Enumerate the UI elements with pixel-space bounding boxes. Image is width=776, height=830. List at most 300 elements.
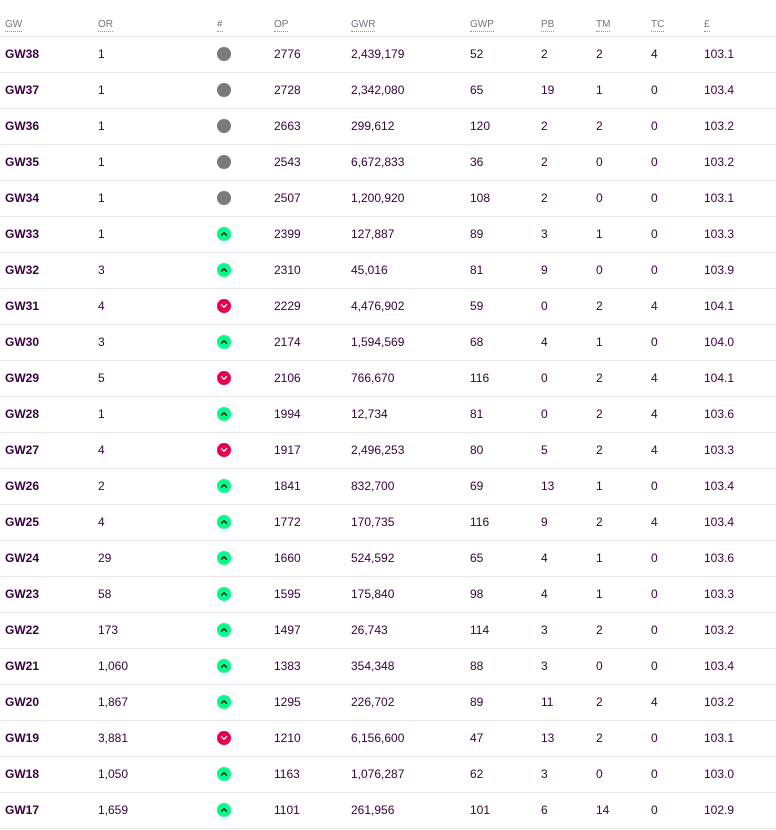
header-pb bbox=[541, 0, 596, 36]
rank-movement-cell bbox=[217, 288, 274, 324]
table-row bbox=[0, 720, 776, 756]
team-value-cell: 103.4 bbox=[704, 515, 735, 529]
gameweek-points-cell: 62 bbox=[470, 767, 484, 781]
gameweek-cell: GW35 bbox=[5, 155, 40, 169]
gameweek-rank-cell: 832,700 bbox=[351, 479, 395, 493]
table-row bbox=[0, 36, 776, 72]
overall-rank-cell: 1 bbox=[98, 155, 105, 169]
transfers-made-cell: 2 bbox=[596, 407, 603, 421]
rank-movement-cell bbox=[217, 756, 274, 792]
gameweek-points-cell: 80 bbox=[470, 443, 484, 457]
table-row bbox=[0, 360, 776, 396]
transfers-made-cell: 1 bbox=[596, 335, 603, 349]
table-row bbox=[0, 756, 776, 792]
overall-points-cell: 1163 bbox=[274, 767, 300, 781]
header-row bbox=[0, 0, 776, 36]
team-value-cell: 103.3 bbox=[704, 443, 735, 457]
overall-points-cell: 2310 bbox=[274, 263, 301, 277]
transfer-cost-cell: 0 bbox=[651, 227, 658, 241]
gameweek-rank-cell: 170,735 bbox=[351, 515, 395, 529]
transfer-cost-cell: 0 bbox=[651, 263, 658, 277]
rank-movement-cell bbox=[217, 324, 274, 360]
transfers-made-cell: 2 bbox=[596, 695, 603, 709]
chevron-up-icon bbox=[220, 590, 228, 598]
overall-points-cell: 2728 bbox=[274, 83, 301, 97]
transfer-cost-cell: 0 bbox=[651, 659, 658, 673]
overall-points-cell: 2229 bbox=[274, 299, 301, 313]
rank-up-icon bbox=[217, 803, 231, 817]
transfer-cost-cell: 4 bbox=[651, 371, 658, 385]
gameweek-cell: GW26 bbox=[5, 479, 40, 493]
gameweek-points-cell: 114 bbox=[470, 623, 490, 637]
points-on-bench-cell: 13 bbox=[541, 731, 555, 745]
table-row bbox=[0, 216, 776, 252]
team-value-cell: 103.4 bbox=[704, 83, 735, 97]
rank-up-icon bbox=[217, 659, 231, 673]
overall-rank-cell: 1 bbox=[98, 227, 105, 241]
overall-rank-cell: 1,060 bbox=[98, 659, 129, 673]
header-op bbox=[274, 0, 351, 36]
gameweek-cell: GW24 bbox=[5, 551, 40, 565]
team-value-cell: 103.4 bbox=[704, 479, 735, 493]
gameweek-rank-cell: 354,348 bbox=[351, 659, 395, 673]
transfers-made-cell: 2 bbox=[596, 515, 603, 529]
rank-up-icon bbox=[217, 407, 231, 421]
overall-points-cell: 1295 bbox=[274, 695, 301, 709]
points-on-bench-cell: 4 bbox=[541, 335, 548, 349]
rank-up-icon bbox=[217, 587, 231, 601]
table-row bbox=[0, 612, 776, 648]
rank-movement-cell bbox=[217, 180, 274, 216]
rank-up-icon bbox=[217, 695, 231, 709]
rank-up-icon bbox=[217, 227, 231, 241]
points-on-bench-cell: 5 bbox=[541, 443, 548, 457]
transfers-made-cell: 2 bbox=[596, 119, 603, 133]
chevron-up-icon bbox=[220, 482, 228, 490]
chevron-up-icon bbox=[220, 626, 228, 634]
transfer-cost-cell: 0 bbox=[651, 119, 658, 133]
rank-same-icon bbox=[217, 191, 231, 205]
header-op-label: OP bbox=[274, 19, 289, 30]
gameweek-rank-cell: 1,200,920 bbox=[351, 191, 405, 205]
transfer-cost-cell: 0 bbox=[651, 767, 658, 781]
transfer-cost-cell: 0 bbox=[651, 479, 658, 493]
team-value-cell: 103.1 bbox=[704, 47, 735, 61]
gameweek-cell: GW21 bbox=[5, 659, 40, 673]
team-value-cell: 103.2 bbox=[704, 119, 735, 133]
transfer-cost-cell: 4 bbox=[651, 407, 658, 421]
transfer-cost-cell: 4 bbox=[651, 515, 658, 529]
rank-movement-cell bbox=[217, 36, 274, 72]
gameweek-cell: GW33 bbox=[5, 227, 40, 241]
rank-movement-cell bbox=[217, 504, 274, 540]
overall-rank-cell: 58 bbox=[98, 587, 112, 601]
rank-movement-cell bbox=[217, 468, 274, 504]
header-hash-label: # bbox=[217, 19, 223, 30]
chevron-up-icon bbox=[220, 266, 228, 274]
gameweek-cell: GW17 bbox=[5, 803, 40, 817]
points-on-bench-cell: 0 bbox=[541, 299, 548, 313]
rank-movement-cell bbox=[217, 720, 274, 756]
transfers-made-cell: 2 bbox=[596, 443, 603, 457]
gameweek-cell: GW18 bbox=[5, 767, 40, 781]
points-on-bench-cell: 6 bbox=[541, 803, 548, 817]
rank-down-icon bbox=[217, 299, 231, 313]
gameweek-points-cell: 120 bbox=[470, 119, 491, 133]
transfer-cost-cell: 0 bbox=[651, 587, 658, 601]
gameweek-cell: GW34 bbox=[5, 191, 40, 205]
gameweek-rank-cell: 524,592 bbox=[351, 551, 395, 565]
transfers-made-cell: 1 bbox=[596, 551, 603, 565]
table-header bbox=[0, 0, 776, 36]
chevron-up-icon bbox=[220, 518, 228, 526]
gameweek-cell: GW29 bbox=[5, 371, 40, 385]
header-gw-label: GW bbox=[5, 19, 23, 30]
gameweek-rank-cell: 2,496,253 bbox=[351, 443, 405, 457]
points-on-bench-cell: 2 bbox=[541, 155, 548, 169]
chevron-up-icon bbox=[220, 770, 228, 778]
gameweek-points-cell: 59 bbox=[470, 299, 484, 313]
overall-rank-cell: 1 bbox=[98, 407, 105, 421]
overall-rank-cell: 5 bbox=[98, 371, 105, 385]
overall-rank-cell: 1 bbox=[98, 191, 105, 205]
gameweek-cell: GW19 bbox=[5, 731, 40, 745]
gameweek-rank-cell: 299,612 bbox=[351, 119, 395, 133]
header-gwp bbox=[470, 0, 541, 36]
transfers-made-cell: 14 bbox=[596, 803, 610, 817]
table-row bbox=[0, 144, 776, 180]
rank-movement-cell bbox=[217, 576, 274, 612]
transfers-made-cell: 0 bbox=[596, 263, 603, 277]
rank-movement-cell bbox=[217, 540, 274, 576]
header-tm-label: TM bbox=[596, 19, 611, 30]
rank-down-icon bbox=[217, 443, 231, 457]
overall-points-cell: 1994 bbox=[274, 407, 301, 421]
table-row bbox=[0, 288, 776, 324]
rank-movement-cell bbox=[217, 648, 274, 684]
gameweek-rank-cell: 26,743 bbox=[351, 623, 388, 637]
points-on-bench-cell: 3 bbox=[541, 659, 548, 673]
team-value-cell: 103.2 bbox=[704, 623, 735, 637]
table-row bbox=[0, 504, 776, 540]
gameweek-cell: GW32 bbox=[5, 263, 40, 277]
rank-same-icon bbox=[217, 47, 231, 61]
rank-movement-cell bbox=[217, 792, 274, 828]
overall-rank-cell: 4 bbox=[98, 299, 105, 313]
overall-points-cell: 1595 bbox=[274, 587, 301, 601]
chevron-down-icon bbox=[220, 374, 228, 382]
gameweek-cell: GW25 bbox=[5, 515, 40, 529]
overall-rank-cell: 29 bbox=[98, 551, 112, 565]
points-on-bench-cell: 9 bbox=[541, 263, 548, 277]
gameweek-cell: GW37 bbox=[5, 83, 40, 97]
rank-up-icon bbox=[217, 623, 231, 637]
team-value-cell: 102.9 bbox=[704, 803, 735, 817]
overall-points-cell: 1383 bbox=[274, 659, 301, 673]
team-value-cell: 104.1 bbox=[704, 299, 735, 313]
overall-points-cell: 2776 bbox=[274, 47, 301, 61]
gameweek-cell: GW27 bbox=[5, 443, 40, 457]
rank-movement-cell bbox=[217, 612, 274, 648]
gameweek-cell: GW22 bbox=[5, 623, 40, 637]
header-tc bbox=[651, 0, 704, 36]
gameweek-points-cell: 89 bbox=[470, 695, 484, 709]
header-value bbox=[704, 0, 776, 36]
overall-rank-cell: 4 bbox=[98, 515, 105, 529]
overall-points-cell: 1101 bbox=[274, 803, 300, 817]
points-on-bench-cell: 0 bbox=[541, 407, 548, 421]
points-on-bench-cell: 19 bbox=[541, 83, 555, 97]
table-row bbox=[0, 108, 776, 144]
transfers-made-cell: 1 bbox=[596, 587, 603, 601]
overall-rank-cell: 4 bbox=[98, 443, 105, 457]
header-hash bbox=[217, 0, 274, 36]
rank-up-icon bbox=[217, 335, 231, 349]
gameweek-points-cell: 65 bbox=[470, 83, 484, 97]
rank-movement-cell bbox=[217, 252, 274, 288]
overall-points-cell: 1660 bbox=[274, 551, 301, 565]
gameweek-points-cell: 116 bbox=[470, 371, 490, 385]
rank-up-icon bbox=[217, 515, 231, 529]
gameweek-points-cell: 36 bbox=[470, 155, 484, 169]
chevron-up-icon bbox=[220, 230, 228, 238]
gameweek-points-cell: 81 bbox=[470, 263, 484, 277]
rank-movement-cell bbox=[217, 684, 274, 720]
transfers-made-cell: 0 bbox=[596, 767, 603, 781]
overall-points-cell: 2106 bbox=[274, 371, 301, 385]
transfers-made-cell: 0 bbox=[596, 191, 603, 205]
rank-same-icon bbox=[217, 119, 231, 133]
table-row bbox=[0, 684, 776, 720]
transfers-made-cell: 2 bbox=[596, 731, 603, 745]
gameweek-rank-cell: 4,476,902 bbox=[351, 299, 405, 313]
transfers-made-cell: 1 bbox=[596, 83, 603, 97]
overall-rank-cell: 1 bbox=[98, 47, 105, 61]
chevron-up-icon bbox=[220, 410, 228, 418]
points-on-bench-cell: 4 bbox=[541, 587, 548, 601]
points-on-bench-cell: 3 bbox=[541, 227, 548, 241]
gameweek-cell: GW28 bbox=[5, 407, 40, 421]
gameweek-points-cell: 116 bbox=[470, 515, 490, 529]
chevron-down-icon bbox=[220, 734, 228, 742]
team-value-cell: 104.1 bbox=[704, 371, 735, 385]
team-value-cell: 103.2 bbox=[704, 155, 735, 169]
gameweek-rank-cell: 175,840 bbox=[351, 587, 395, 601]
table-row bbox=[0, 252, 776, 288]
table-body bbox=[0, 36, 776, 828]
overall-points-cell: 1772 bbox=[274, 515, 301, 529]
gameweek-rank-cell: 2,342,080 bbox=[351, 83, 405, 97]
gameweek-points-cell: 81 bbox=[470, 407, 484, 421]
header-gw bbox=[5, 0, 98, 36]
header-pb-label: PB bbox=[541, 19, 555, 30]
transfers-made-cell: 0 bbox=[596, 659, 603, 673]
rank-up-icon bbox=[217, 479, 231, 493]
transfer-cost-cell: 0 bbox=[651, 731, 658, 745]
overall-rank-cell: 1 bbox=[98, 83, 105, 97]
chevron-up-icon bbox=[220, 338, 228, 346]
transfers-made-cell: 2 bbox=[596, 47, 603, 61]
rank-up-icon bbox=[217, 551, 231, 565]
gameweek-rank-cell: 45,016 bbox=[351, 263, 388, 277]
points-on-bench-cell: 3 bbox=[541, 767, 548, 781]
gameweek-rank-cell: 12,734 bbox=[351, 407, 388, 421]
points-on-bench-cell: 4 bbox=[541, 551, 548, 565]
transfer-cost-cell: 0 bbox=[651, 155, 658, 169]
points-on-bench-cell: 3 bbox=[541, 623, 548, 637]
gameweek-points-cell: 98 bbox=[470, 587, 484, 601]
team-value-cell: 103.3 bbox=[704, 227, 735, 241]
header-or bbox=[98, 0, 217, 36]
team-value-cell: 103.3 bbox=[704, 587, 735, 601]
gameweek-points-cell: 65 bbox=[470, 551, 484, 565]
table-row bbox=[0, 540, 776, 576]
team-value-cell: 103.2 bbox=[704, 695, 735, 709]
overall-points-cell: 2507 bbox=[274, 191, 301, 205]
points-on-bench-cell: 2 bbox=[541, 119, 548, 133]
overall-rank-cell: 3 bbox=[98, 335, 105, 349]
rank-down-icon bbox=[217, 731, 231, 745]
table-row bbox=[0, 468, 776, 504]
gameweek-rank-cell: 6,156,600 bbox=[351, 731, 405, 745]
gameweek-rank-cell: 261,956 bbox=[351, 803, 395, 817]
table-row bbox=[0, 792, 776, 828]
header-gwr-label: GWR bbox=[351, 19, 376, 30]
points-on-bench-cell: 13 bbox=[541, 479, 555, 493]
team-value-cell: 103.1 bbox=[704, 731, 735, 745]
overall-rank-cell: 3 bbox=[98, 263, 105, 277]
chevron-up-icon bbox=[220, 806, 228, 814]
gameweek-points-cell: 88 bbox=[470, 659, 484, 673]
points-on-bench-cell: 0 bbox=[541, 371, 548, 385]
header-tm bbox=[596, 0, 651, 36]
gameweek-cell: GW38 bbox=[5, 47, 40, 61]
gameweek-cell: GW31 bbox=[5, 299, 40, 313]
chevron-up-icon bbox=[220, 662, 228, 670]
gameweek-cell: GW36 bbox=[5, 119, 40, 133]
chevron-down-icon bbox=[220, 446, 228, 454]
points-on-bench-cell: 9 bbox=[541, 515, 548, 529]
gameweek-rank-cell: 6,672,833 bbox=[351, 155, 405, 169]
table-row bbox=[0, 432, 776, 468]
transfer-cost-cell: 0 bbox=[651, 335, 658, 349]
overall-points-cell: 1917 bbox=[274, 443, 301, 457]
rank-down-icon bbox=[217, 371, 231, 385]
team-value-cell: 103.9 bbox=[704, 263, 735, 277]
overall-rank-cell: 2 bbox=[98, 479, 105, 493]
transfer-cost-cell: 4 bbox=[651, 695, 658, 709]
overall-points-cell: 2663 bbox=[274, 119, 301, 133]
gameweek-points-cell: 52 bbox=[470, 47, 484, 61]
chevron-down-icon bbox=[220, 302, 228, 310]
overall-points-cell: 2174 bbox=[274, 335, 301, 349]
gameweek-points-cell: 108 bbox=[470, 191, 491, 205]
rank-up-icon bbox=[217, 767, 231, 781]
team-value-cell: 103.4 bbox=[704, 659, 735, 673]
header-gwr bbox=[351, 0, 470, 36]
overall-points-cell: 1210 bbox=[274, 731, 301, 745]
header-or-label: OR bbox=[98, 19, 113, 30]
transfer-cost-cell: 4 bbox=[651, 47, 658, 61]
points-on-bench-cell: 2 bbox=[541, 191, 548, 205]
overall-rank-cell: 3,881 bbox=[98, 731, 129, 745]
header-value-label: £ bbox=[704, 19, 710, 30]
transfer-cost-cell: 0 bbox=[651, 623, 658, 637]
gameweek-rank-cell: 1,076,287 bbox=[351, 767, 405, 781]
rank-movement-cell bbox=[217, 396, 274, 432]
overall-rank-cell: 1,050 bbox=[98, 767, 129, 781]
gameweek-points-cell: 68 bbox=[470, 335, 484, 349]
overall-points-cell: 1497 bbox=[274, 623, 301, 637]
transfers-made-cell: 1 bbox=[596, 479, 603, 493]
rank-movement-cell bbox=[217, 216, 274, 252]
table-row bbox=[0, 72, 776, 108]
table-row bbox=[0, 324, 776, 360]
chevron-up-icon bbox=[220, 698, 228, 706]
chevron-up-icon bbox=[220, 554, 228, 562]
rank-up-icon bbox=[217, 263, 231, 277]
overall-points-cell: 2399 bbox=[274, 227, 301, 241]
transfers-made-cell: 1 bbox=[596, 227, 603, 241]
transfer-cost-cell: 0 bbox=[651, 803, 658, 817]
gameweek-rank-cell: 127,887 bbox=[351, 227, 395, 241]
header-tc-label: TC bbox=[651, 19, 665, 30]
rank-movement-cell bbox=[217, 144, 274, 180]
transfers-made-cell: 2 bbox=[596, 299, 603, 313]
rank-same-icon bbox=[217, 155, 231, 169]
team-value-cell: 103.1 bbox=[704, 191, 735, 205]
overall-points-cell: 1841 bbox=[274, 479, 301, 493]
rank-movement-cell bbox=[217, 72, 274, 108]
overall-rank-cell: 1 bbox=[98, 119, 105, 133]
gameweek-rank-cell: 766,670 bbox=[351, 371, 395, 385]
points-on-bench-cell: 11 bbox=[541, 695, 554, 709]
gameweek-points-cell: 69 bbox=[470, 479, 484, 493]
rank-movement-cell bbox=[217, 108, 274, 144]
gameweek-points-cell: 101 bbox=[470, 803, 491, 817]
gameweek-points-cell: 47 bbox=[470, 731, 484, 745]
rank-movement-cell bbox=[217, 432, 274, 468]
gameweek-cell: GW30 bbox=[5, 335, 40, 349]
transfers-made-cell: 2 bbox=[596, 371, 603, 385]
transfers-made-cell: 2 bbox=[596, 623, 603, 637]
rank-same-icon bbox=[217, 83, 231, 97]
header-gwp-label: GWP bbox=[470, 19, 494, 30]
team-value-cell: 103.0 bbox=[704, 767, 735, 781]
team-value-cell: 103.6 bbox=[704, 551, 735, 565]
gameweek-cell: GW23 bbox=[5, 587, 40, 601]
table-row bbox=[0, 180, 776, 216]
overall-rank-cell: 1,867 bbox=[98, 695, 129, 709]
overall-rank-cell: 173 bbox=[98, 623, 119, 637]
gameweek-rank-cell: 226,702 bbox=[351, 695, 395, 709]
overall-rank-cell: 1,659 bbox=[98, 803, 129, 817]
team-value-cell: 104.0 bbox=[704, 335, 735, 349]
team-value-cell: 103.6 bbox=[704, 407, 735, 421]
transfer-cost-cell: 4 bbox=[651, 299, 658, 313]
table-row bbox=[0, 396, 776, 432]
transfers-made-cell: 0 bbox=[596, 155, 603, 169]
rank-movement-cell bbox=[217, 360, 274, 396]
transfer-cost-cell: 0 bbox=[651, 83, 658, 97]
gameweek-rank-cell: 2,439,179 bbox=[351, 47, 405, 61]
gameweek-rank-cell: 1,594,569 bbox=[351, 335, 405, 349]
transfer-cost-cell: 4 bbox=[651, 443, 658, 457]
gameweek-points-cell: 89 bbox=[470, 227, 484, 241]
transfer-cost-cell: 0 bbox=[651, 191, 658, 205]
table-row bbox=[0, 648, 776, 684]
table-row bbox=[0, 576, 776, 612]
